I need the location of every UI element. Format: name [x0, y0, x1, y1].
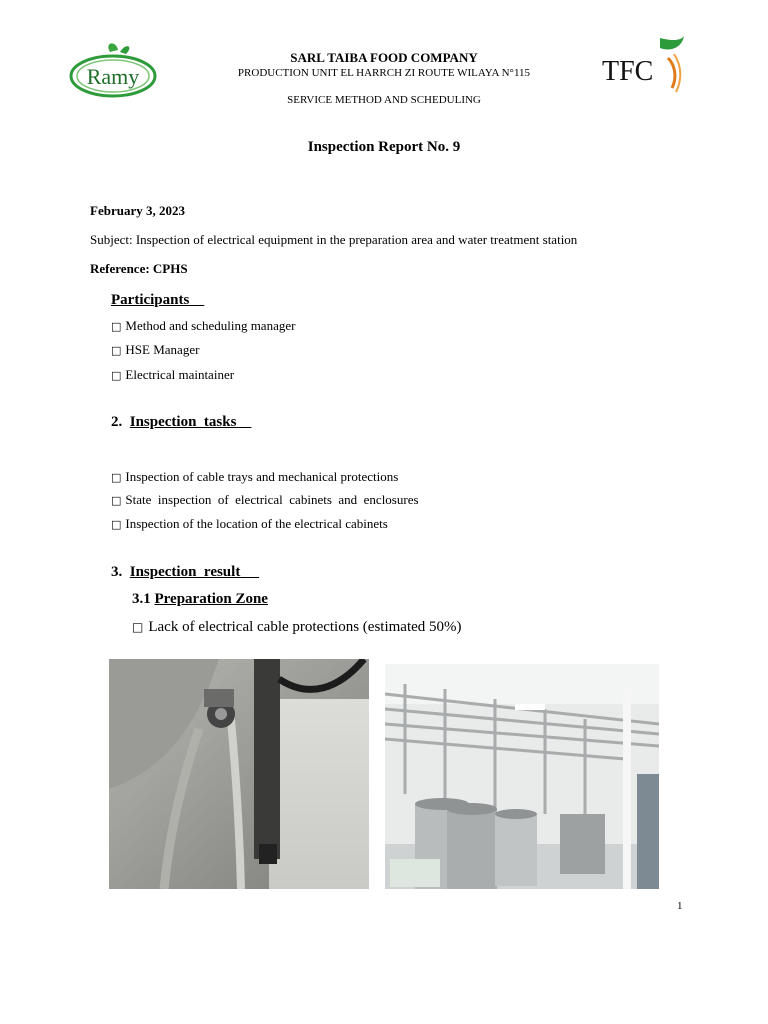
participants-heading	[111, 292, 204, 309]
page-number: 1	[677, 900, 683, 912]
report-reference: Reference: CPHS	[90, 261, 188, 276]
checkbox-icon: □	[111, 344, 122, 357]
participant-item: □ Method and scheduling manager	[111, 318, 296, 333]
sub-number: 3.1	[132, 591, 151, 607]
ramy-logo-text: Ramy	[86, 64, 140, 89]
result-number: 3.	[111, 564, 123, 580]
participant-item: □ HSE Manager	[111, 342, 200, 357]
tfc-logo-text: TFC	[602, 56, 654, 87]
report-title: Inspection Report No. 9	[307, 139, 461, 155]
task-item: □ Inspection of the location of the electrical cabinets	[111, 516, 388, 531]
checkbox-icon: □	[111, 369, 122, 382]
report-subject: Subject: Inspection of electrical equipment in the preparation area and water treatment station	[90, 232, 578, 247]
result-heading	[111, 564, 259, 581]
sub-heading-text: Preparation Zone	[154, 591, 268, 607]
checkbox-icon: □	[111, 320, 122, 333]
task-item: □ Inspection of cable trays and mechanical protections	[111, 469, 399, 484]
finding-item: □ Lack of electrical cable protections (estimated 50%)	[132, 619, 462, 635]
result-heading-text: Inspection result	[129, 564, 241, 580]
report-date: February 3, 2023	[90, 203, 185, 218]
company-name: SARL TAIBA FOOD COMPANY	[290, 50, 478, 65]
checkbox-icon: □	[111, 471, 122, 484]
participants-heading-text: Participants	[111, 292, 190, 308]
participant-item: □ Electrical maintainer	[111, 367, 235, 382]
service-name: SERVICE METHOD AND SCHEDULING	[287, 94, 481, 106]
tasks-heading-text: Inspection tasks	[129, 414, 237, 430]
tasks-heading	[111, 414, 251, 431]
cable-protection-photo	[109, 659, 369, 889]
checkbox-icon: □	[111, 494, 122, 507]
preparation-zone-photo	[385, 664, 659, 889]
preparation-zone-heading	[132, 591, 268, 608]
task-item: □ State inspection of electrical cabinets and enclosures	[111, 492, 419, 507]
production-unit: PRODUCTION UNIT EL HARRCH ZI ROUTE WILAYA N°115	[237, 67, 531, 79]
checkbox-icon: □	[111, 518, 122, 531]
checkbox-icon: □	[132, 620, 144, 634]
tasks-number: 2.	[111, 414, 123, 430]
